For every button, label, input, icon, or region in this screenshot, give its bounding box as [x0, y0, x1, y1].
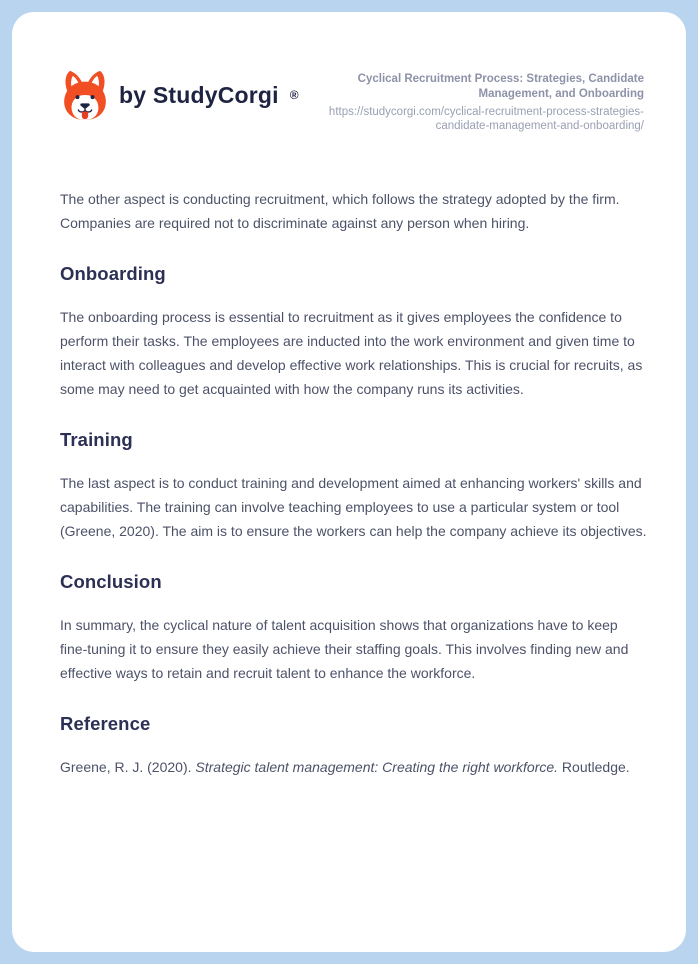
intro-paragraph: The other aspect is conducting recruitment, which follows the strategy adopted by the firm. Companies are required not to discriminate against any person when hiring. — [60, 191, 620, 231]
reference-publisher: Routledge. — [558, 759, 630, 775]
document-title: Cyclical Recruitment Process: Strategies, Candidate Management, and Onboarding — [357, 73, 644, 100]
section-heading-reference: Reference — [60, 713, 151, 734]
corgi-logo-icon — [60, 68, 110, 122]
article-body — [60, 187, 648, 779]
section-paragraph-training: The last aspect is to conduct training and development aimed at enhancing workers' skills and capabilities. The training can involve teaching employees to use a particular system or tool (Greene, 2020). The aim is to ensure the workers can help the company achieve its objectives. — [60, 475, 647, 539]
document-url-link[interactable]: https://studycorgi.com/cyclical-recruitment-process-strategies-candidate-management-and-onboarding/ — [328, 106, 644, 132]
header-meta — [328, 68, 644, 133]
section-heading-training: Training — [60, 429, 133, 450]
registered-trademark: ® — [289, 88, 299, 102]
document-card — [12, 12, 686, 952]
reference-author-year: Greene, R. J. (2020). — [60, 759, 196, 775]
section-paragraph-onboarding: The onboarding process is essential to recruitment as it gives employees the confidence to perform their tasks. The employees are inducted into the work environment and given time to interact with colleagues and develop effective work relationships. This is crucial for recruits, as some may need to get acquainted with how the company runs its activities. — [60, 309, 643, 397]
document-header — [60, 68, 644, 133]
reference-entry — [60, 755, 648, 779]
reference-work-title: Strategic talent management: Creating the right workforce. — [195, 759, 559, 775]
section-heading-onboarding: Onboarding — [60, 263, 166, 284]
section-paragraph-conclusion: In summary, the cyclical nature of talent acquisition shows that organizations have to keep fine-tuning it to ensure they easily achieve their staffing goals. This involves finding new and effective ways to retain and recruit talent to enhance the workforce. — [60, 617, 629, 681]
studycorgi-logo[interactable] — [60, 68, 299, 122]
section-heading-conclusion: Conclusion — [60, 571, 162, 592]
brand-name: by StudyCorgi — [119, 81, 279, 108]
